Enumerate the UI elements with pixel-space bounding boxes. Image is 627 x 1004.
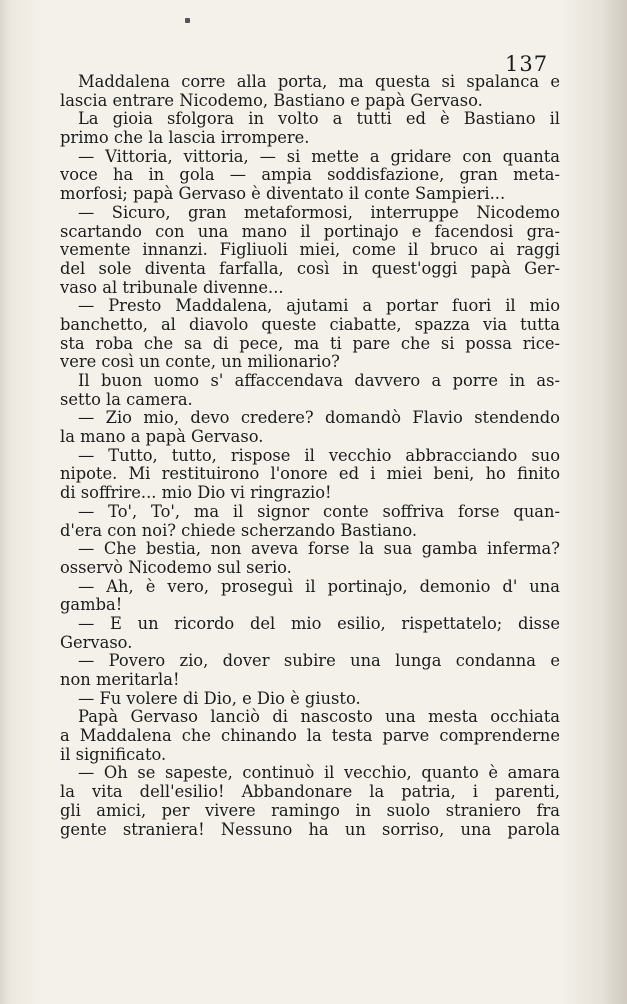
page-number: 137 [505,52,549,76]
text-line: morfosi; papà Gervaso è diventato il conte Sampieri... [60,185,506,204]
text-line: — E un ricordo del mio esilio, rispettatelo; disse [78,614,560,633]
text-line: Il buon uomo s' affaccendava davvero a porre in as- [78,372,560,390]
text-line: gente straniera! Nessuno ha un sorriso, una parola [60,820,560,839]
text-line: gli amici, per vivere ramingo in suolo straniero fra [60,801,560,820]
text-line: non meritarla! [60,671,180,689]
text-line: — Povero zio, dover subire una lunga condanna e [78,652,560,671]
text-line: a Maddalena che chinando la testa parve comprenderne [60,727,560,746]
text-line: nipote. Mi restituirono l'onore ed i miei beni, ho finito [60,465,560,484]
text-line: — Sicuro, gran metaformosi, interruppe Nicodemo [78,203,560,222]
text-line: d'era con noi? chiede scherzando Bastiano. [60,521,418,540]
text-line: sta roba che sa di pece, ma ti pare che si possa rice- [60,334,560,353]
text-line: — To', To', ma il signor conte soffriva forse quan- [78,502,560,521]
text-line: — Oh se sapeste, continuò il vecchio, quanto è amara [78,764,560,783]
text-line: la mano a papà Gervaso. [60,428,264,447]
text-line: — Zio mio, devo credere? domandò Flavio stendendo [78,409,560,428]
text-line: voce ha in gola — ampia soddisfazione, gran meta- [60,166,560,185]
text-line: gamba! [60,596,123,615]
text-line: — Fu volere di Dio, e Dio è giusto. [78,689,361,708]
text-line: osservò Nicodemo sul serio. [60,558,292,577]
text-line: vemente innanzi. Figliuoli miei, come il bruco ai raggi [60,241,560,260]
text-line: banchetto, al diavolo queste ciabatte, spazza via tutta [60,315,560,334]
text-line: lascia entrare Nicodemo, Bastiano e papà Gervaso. [60,91,483,110]
text-line: di soffrire... mio Dio vi ringrazio! [60,484,332,503]
text-line: — Ah, è vero, proseguì il portinajo, demonio d' una [78,577,560,596]
text-line: La gioia sfolgora in volto a tutti ed è Bastiano il [78,110,560,129]
text-line: il significato. [60,745,167,764]
text-line: scartando con una mano il portinajo e facendosi gra- [60,222,560,241]
text-line: Gervaso. [60,633,133,652]
ink-speck [185,18,190,23]
text-line: — Che bestia, non aveva forse la sua gamba inferma? [78,540,560,559]
text-line: setto la camera. [60,390,193,409]
text-line: Maddalena corre alla porta, ma questa si spalanca e [78,73,560,91]
body-text [60,73,560,839]
text-line: la vita dell'esilio! Abbandonare la patria, i parenti, [60,783,560,802]
text-line: Papà Gervaso lanciò di nascosto una mesta occhiata [78,708,560,727]
text-line: del sole diventa farfalla, così in quest'oggi papà Ger- [60,259,560,278]
text-line: primo che la lascia irrompere. [60,129,310,148]
text-line: vere così un conte, un milionario? [60,353,340,372]
text-line: — Vittoria, vittoria, — si mette a gridare con quanta [78,147,560,166]
text-line: — Tutto, tutto, rispose il vecchio abbracciando suo [78,446,560,465]
text-line: — Presto Maddalena, ajutami a portar fuori il mio [78,297,560,316]
text-line: vaso al tribunale divenne... [60,278,284,297]
